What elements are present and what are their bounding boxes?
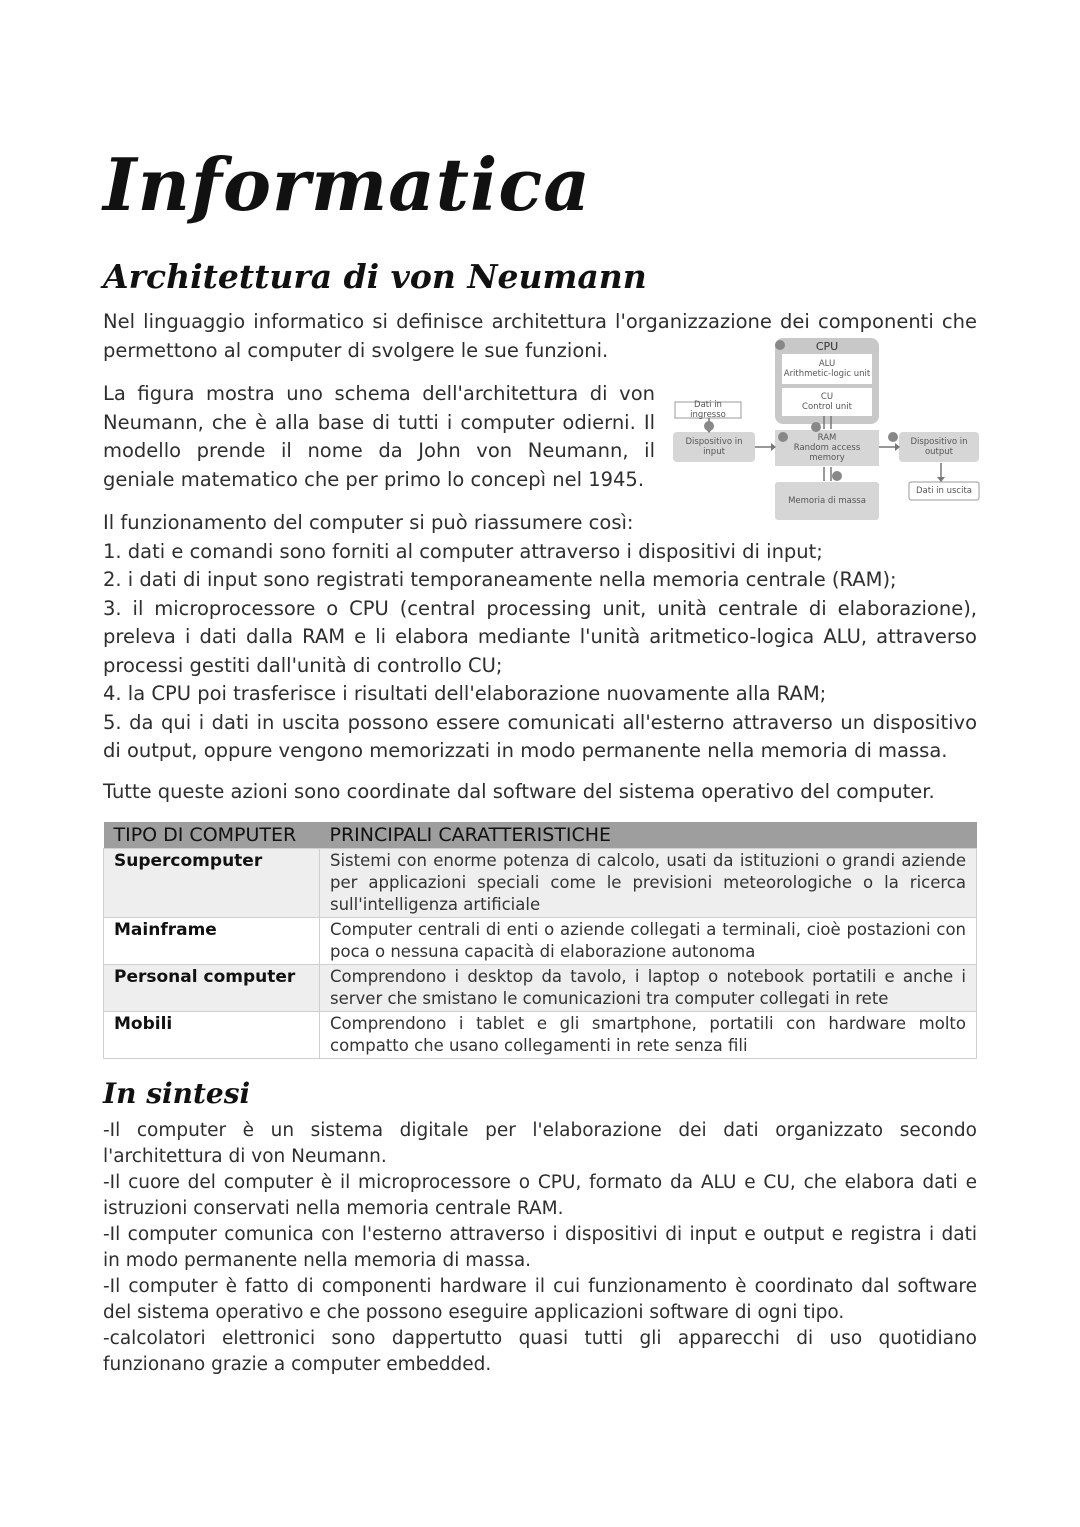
mass-memory-label: Memoria di massa bbox=[788, 496, 866, 506]
computer-description: Computer centrali di enti o aziende collegati a terminali, cioè postazioni con poca o nessuna capacità di elaborazione autonoma bbox=[320, 918, 977, 965]
computer-type: Mobili bbox=[104, 1012, 320, 1059]
step-item: 1. dati e comandi sono forniti al computer attraverso i dispositivi di input; bbox=[103, 539, 823, 563]
table-header-features: PRINCIPALI CARATTERISTICHE bbox=[320, 822, 977, 849]
alu-title: ALU bbox=[818, 359, 836, 369]
cu-label bbox=[782, 389, 872, 415]
output-data-label: Dati in uscita bbox=[916, 486, 972, 496]
computer-description: Comprendono i tablet e gli smartphone, portatili con hardware molto compatto che usano collegamenti in rete senza fili bbox=[320, 1012, 977, 1059]
input-device-line2: input bbox=[703, 447, 725, 457]
input-device-label bbox=[673, 432, 755, 462]
summary-item: -Il computer è un sistema digitale per l'elaborazione dei dati organizzato secondo l'architettura di von Neumann. bbox=[103, 1120, 977, 1167]
table-row bbox=[104, 1012, 977, 1059]
input-data-label: Dati in ingresso bbox=[690, 400, 726, 420]
alu-subtitle: Arithmetic-logic unit bbox=[783, 369, 871, 379]
table-row bbox=[104, 849, 977, 918]
coordination-paragraph: Tutte queste azioni sono coordinate dal software del sistema operativo del computer. bbox=[103, 780, 935, 803]
step-item: 5. da qui i dati in uscita possono essere comunicati all'esterno attraverso un dispositivo di output, oppure vengono memorizzati in modo permanente nella memoria di massa. bbox=[103, 710, 977, 762]
computer-types-table bbox=[103, 822, 977, 1059]
computer-description: Comprendono i desktop da tavolo, i laptop o notebook portatili e anche i server che smistano le comunicazioni tra computer collegati in rete bbox=[320, 965, 977, 1012]
table-row bbox=[104, 965, 977, 1012]
ram-subtitle: Random access memory bbox=[793, 443, 861, 463]
steps-block bbox=[103, 509, 977, 766]
page-title: Informatica bbox=[103, 142, 591, 227]
computer-type: Mainframe bbox=[104, 918, 320, 965]
summary-item: -Il computer comunica con l'esterno attraverso i dispositivi di input e output e registra i dati in modo permanente nella memoria di massa. bbox=[103, 1224, 977, 1271]
step-item: 2. i dati di input sono registrati temporaneamente nella memoria centrale (RAM); bbox=[103, 568, 897, 591]
steps-intro: Il funzionamento del computer si può riassumere così: bbox=[103, 511, 634, 534]
ram-label bbox=[775, 432, 879, 464]
output-device-line2: output bbox=[924, 447, 954, 457]
intro-paragraph: Nel linguaggio informatico si definisce architettura l'organizzazione dei componenti che permettono al computer di svolgere le sue funzioni. bbox=[103, 310, 977, 362]
step-item: 4. la CPU poi trasferisce i risultati dell'elaborazione nuovamente alla RAM; bbox=[103, 682, 827, 705]
cu-title: CU bbox=[820, 392, 834, 402]
computer-type: Personal computer bbox=[104, 965, 320, 1012]
table-header-type: TIPO DI COMPUTER bbox=[104, 822, 320, 849]
summary-block bbox=[103, 1118, 977, 1378]
summary-item: -Il cuore del computer è il microprocessore o CPU, formato da ALU e CU, che elabora dati e istruzioni conservati nella memoria centrale RAM. bbox=[103, 1172, 977, 1219]
von-neumann-diagram bbox=[669, 336, 981, 524]
step-item: 3. il microprocessore o CPU (central processing unit, unità centrale di elaborazione), preleva i dati dalla RAM e li elabora mediante l'unità aritmetico-logica ALU, attraverso processi gestiti dall'unità di controllo CU; bbox=[103, 596, 977, 677]
output-device-line1: Dispositivo in bbox=[910, 437, 968, 447]
computer-description: Sistemi con enorme potenza di calcolo, usati da istituzioni o grandi aziende per applicazioni speciali come le previsioni meteorologiche o la ricerca sull'intelligenza artificiale bbox=[320, 849, 977, 918]
cu-subtitle: Control unit bbox=[802, 402, 852, 412]
alu-label bbox=[782, 356, 872, 382]
summary-item: -Il computer è fatto di componenti hardware il cui funzionamento è coordinato dal software del sistema operativo e che possono eseguire applicazioni software di ogni tipo. bbox=[103, 1276, 977, 1323]
input-device-line1: Dispositivo in bbox=[685, 437, 743, 447]
figure-description: La figura mostra uno schema dell'architettura di von Neumann, che è alla base di tutti i computer odierni. Il modello prende il nome da John von Neumann, il geniale matematico che per primo lo concepì nel 1945. bbox=[103, 382, 655, 491]
ram-title: RAM bbox=[817, 433, 837, 443]
cpu-label: CPU bbox=[815, 340, 839, 353]
summary-item: -calcolatori elettronici sono dappertutto quasi tutti gli apparecchi di uso quotidiano funzionano grazie a computer embedded. bbox=[103, 1328, 977, 1375]
table-header-row bbox=[104, 822, 977, 849]
output-device-label bbox=[899, 432, 979, 462]
summary-heading: In sintesi bbox=[103, 1077, 251, 1110]
section-heading: Architettura di von Neumann bbox=[103, 257, 647, 296]
computer-type: Supercomputer bbox=[104, 849, 320, 918]
table-row bbox=[104, 918, 977, 965]
